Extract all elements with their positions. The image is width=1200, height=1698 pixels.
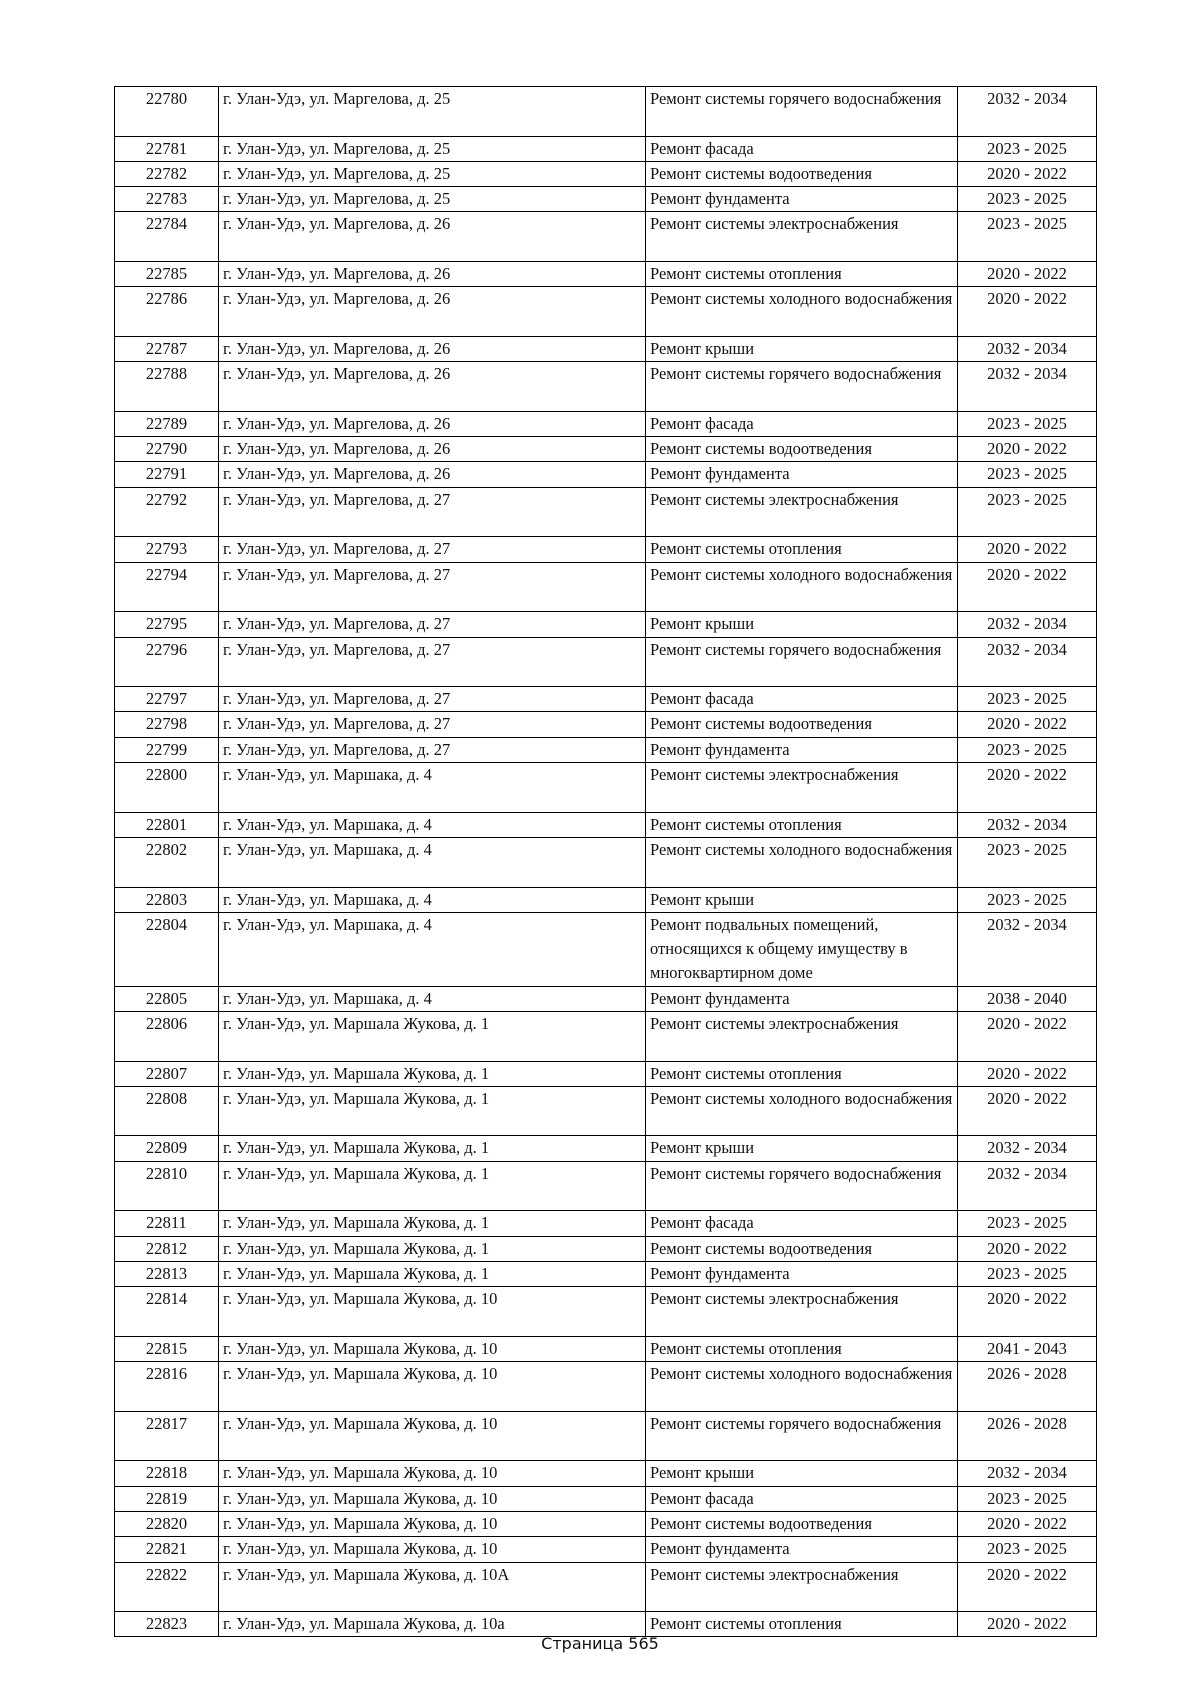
- table-row: [115, 1537, 1097, 1562]
- row-number-cell: 22800: [115, 763, 219, 813]
- table-row: [115, 1411, 1097, 1461]
- work-type-cell: Ремонт системы водоотведения: [646, 1236, 958, 1261]
- work-type-cell: Ремонт фундамента: [646, 187, 958, 212]
- work-type-cell: Ремонт системы холодного водоснабжения: [646, 562, 958, 612]
- period-cell: 2023 - 2025: [958, 1537, 1097, 1562]
- table-row: [115, 1211, 1097, 1236]
- period-cell: 2023 - 2025: [958, 187, 1097, 212]
- address-cell: г. Улан-Удэ, ул. Маргелова, д. 26: [219, 336, 646, 361]
- row-number-cell: 22789: [115, 411, 219, 436]
- work-type-cell: Ремонт системы отопления: [646, 812, 958, 837]
- work-type-cell: Ремонт фундамента: [646, 986, 958, 1011]
- address-cell: г. Улан-Удэ, ул. Маргелова, д. 26: [219, 437, 646, 462]
- row-number-cell: 22804: [115, 912, 219, 986]
- table-row: [115, 712, 1097, 737]
- address-cell: г. Улан-Удэ, ул. Маршала Жукова, д. 10: [219, 1362, 646, 1412]
- work-type-cell: Ремонт фасада: [646, 1211, 958, 1236]
- period-cell: 2023 - 2025: [958, 136, 1097, 161]
- row-number-cell: 22817: [115, 1411, 219, 1461]
- period-cell: 2023 - 2025: [958, 411, 1097, 436]
- work-type-cell: Ремонт фундамента: [646, 462, 958, 487]
- period-cell: 2023 - 2025: [958, 1486, 1097, 1511]
- work-type-cell: Ремонт системы отопления: [646, 537, 958, 562]
- table-row: [115, 336, 1097, 361]
- address-cell: г. Улан-Удэ, ул. Маршала Жукова, д. 1: [219, 1136, 646, 1161]
- address-cell: г. Улан-Удэ, ул. Маршала Жукова, д. 1: [219, 1161, 646, 1211]
- table-row: [115, 136, 1097, 161]
- work-type-cell: Ремонт системы отопления: [646, 262, 958, 287]
- row-number-cell: 22815: [115, 1336, 219, 1361]
- row-number-cell: 22797: [115, 687, 219, 712]
- work-type-cell: Ремонт системы горячего водоснабжения: [646, 87, 958, 137]
- row-number-cell: 22782: [115, 161, 219, 186]
- address-cell: г. Улан-Удэ, ул. Маргелова, д. 25: [219, 187, 646, 212]
- table-row: [115, 1061, 1097, 1086]
- period-cell: 2032 - 2034: [958, 912, 1097, 986]
- table-row: [115, 1287, 1097, 1337]
- page-number: Страница 565: [541, 1634, 659, 1653]
- work-type-cell: Ремонт системы горячего водоснабжения: [646, 1161, 958, 1211]
- table-row: [115, 637, 1097, 687]
- row-number-cell: 22803: [115, 887, 219, 912]
- work-type-cell: Ремонт крыши: [646, 612, 958, 637]
- row-number-cell: 22820: [115, 1511, 219, 1536]
- period-cell: 2023 - 2025: [958, 1261, 1097, 1286]
- table-row: [115, 1362, 1097, 1412]
- table-row: [115, 411, 1097, 436]
- row-number-cell: 22784: [115, 212, 219, 262]
- work-type-cell: Ремонт системы холодного водоснабжения: [646, 1362, 958, 1412]
- table-row: [115, 212, 1097, 262]
- table-row: [115, 161, 1097, 186]
- address-cell: г. Улан-Удэ, ул. Маршала Жукова, д. 1: [219, 1061, 646, 1086]
- work-type-cell: Ремонт фасада: [646, 136, 958, 161]
- period-cell: 2041 - 2043: [958, 1336, 1097, 1361]
- period-cell: 2023 - 2025: [958, 837, 1097, 887]
- work-type-cell: Ремонт системы отопления: [646, 1612, 958, 1637]
- work-type-cell: Ремонт системы отопления: [646, 1336, 958, 1361]
- address-cell: г. Улан-Удэ, ул. Маршака, д. 4: [219, 986, 646, 1011]
- period-cell: 2038 - 2040: [958, 986, 1097, 1011]
- address-cell: г. Улан-Удэ, ул. Маргелова, д. 27: [219, 537, 646, 562]
- address-cell: г. Улан-Удэ, ул. Маргелова, д. 26: [219, 212, 646, 262]
- table-row: [115, 562, 1097, 612]
- address-cell: г. Улан-Удэ, ул. Маргелова, д. 27: [219, 737, 646, 762]
- work-type-cell: Ремонт фундамента: [646, 1261, 958, 1286]
- period-cell: 2020 - 2022: [958, 1236, 1097, 1261]
- row-number-cell: 22786: [115, 287, 219, 337]
- row-number-cell: 22812: [115, 1236, 219, 1261]
- row-number-cell: 22806: [115, 1011, 219, 1061]
- table-row: [115, 87, 1097, 137]
- address-cell: г. Улан-Удэ, ул. Маршала Жукова, д. 10: [219, 1511, 646, 1536]
- row-number-cell: 22811: [115, 1211, 219, 1236]
- address-cell: г. Улан-Удэ, ул. Маргелова, д. 26: [219, 462, 646, 487]
- row-number-cell: 22813: [115, 1261, 219, 1286]
- period-cell: 2020 - 2022: [958, 1061, 1097, 1086]
- address-cell: г. Улан-Удэ, ул. Маршала Жукова, д. 10: [219, 1486, 646, 1511]
- period-cell: 2020 - 2022: [958, 287, 1097, 337]
- address-cell: г. Улан-Удэ, ул. Маршака, д. 4: [219, 812, 646, 837]
- row-number-cell: 22818: [115, 1461, 219, 1486]
- period-cell: 2023 - 2025: [958, 737, 1097, 762]
- work-type-cell: Ремонт системы водоотведения: [646, 1511, 958, 1536]
- address-cell: г. Улан-Удэ, ул. Маршала Жукова, д. 10а: [219, 1612, 646, 1637]
- row-number-cell: 22793: [115, 537, 219, 562]
- table-row: [115, 1236, 1097, 1261]
- work-type-cell: Ремонт системы электроснабжения: [646, 1562, 958, 1612]
- row-number-cell: 22781: [115, 136, 219, 161]
- work-type-cell: Ремонт системы холодного водоснабжения: [646, 287, 958, 337]
- table-row: [115, 287, 1097, 337]
- row-number-cell: 22819: [115, 1486, 219, 1511]
- table-row: [115, 1562, 1097, 1612]
- address-cell: г. Улан-Удэ, ул. Маршала Жукова, д. 10: [219, 1287, 646, 1337]
- period-cell: 2020 - 2022: [958, 1011, 1097, 1061]
- row-number-cell: 22810: [115, 1161, 219, 1211]
- address-cell: г. Улан-Удэ, ул. Маршала Жукова, д. 1: [219, 1011, 646, 1061]
- table-body: [115, 87, 1097, 1637]
- address-cell: г. Улан-Удэ, ул. Маршала Жукова, д. 10: [219, 1336, 646, 1361]
- work-type-cell: Ремонт системы водоотведения: [646, 712, 958, 737]
- address-cell: г. Улан-Удэ, ул. Маршака, д. 4: [219, 837, 646, 887]
- address-cell: г. Улан-Удэ, ул. Маргелова, д. 25: [219, 161, 646, 186]
- row-number-cell: 22823: [115, 1612, 219, 1637]
- work-type-cell: Ремонт системы горячего водоснабжения: [646, 362, 958, 412]
- row-number-cell: 22814: [115, 1287, 219, 1337]
- period-cell: 2020 - 2022: [958, 712, 1097, 737]
- table-row: [115, 1161, 1097, 1211]
- row-number-cell: 22795: [115, 612, 219, 637]
- row-number-cell: 22788: [115, 362, 219, 412]
- address-cell: г. Улан-Удэ, ул. Маршала Жукова, д. 10: [219, 1461, 646, 1486]
- row-number-cell: 22780: [115, 87, 219, 137]
- address-cell: г. Улан-Удэ, ул. Маршака, д. 4: [219, 763, 646, 813]
- table-row: [115, 462, 1097, 487]
- work-type-cell: Ремонт системы отопления: [646, 1061, 958, 1086]
- table-row: [115, 1511, 1097, 1536]
- row-number-cell: 22791: [115, 462, 219, 487]
- row-number-cell: 22821: [115, 1537, 219, 1562]
- address-cell: г. Улан-Удэ, ул. Маргелова, д. 25: [219, 87, 646, 137]
- work-type-cell: Ремонт системы горячего водоснабжения: [646, 1411, 958, 1461]
- work-type-cell: Ремонт фундамента: [646, 737, 958, 762]
- address-cell: г. Улан-Удэ, ул. Маргелова, д. 26: [219, 262, 646, 287]
- table-row: [115, 1011, 1097, 1061]
- table-row: [115, 1086, 1097, 1136]
- table-row: [115, 1136, 1097, 1161]
- row-number-cell: 22787: [115, 336, 219, 361]
- work-type-cell: Ремонт системы электроснабжения: [646, 1011, 958, 1061]
- row-number-cell: 22822: [115, 1562, 219, 1612]
- row-number-cell: 22799: [115, 737, 219, 762]
- table-row: [115, 912, 1097, 986]
- address-cell: г. Улан-Удэ, ул. Маргелова, д. 27: [219, 687, 646, 712]
- work-type-cell: Ремонт фундамента: [646, 1537, 958, 1562]
- work-type-cell: Ремонт крыши: [646, 1461, 958, 1486]
- row-number-cell: 22802: [115, 837, 219, 887]
- period-cell: 2020 - 2022: [958, 1086, 1097, 1136]
- address-cell: г. Улан-Удэ, ул. Маргелова, д. 27: [219, 637, 646, 687]
- table-row: [115, 763, 1097, 813]
- row-number-cell: 22805: [115, 986, 219, 1011]
- row-number-cell: 22801: [115, 812, 219, 837]
- period-cell: 2020 - 2022: [958, 161, 1097, 186]
- period-cell: 2020 - 2022: [958, 537, 1097, 562]
- work-type-cell: Ремонт системы горячего водоснабжения: [646, 637, 958, 687]
- period-cell: 2032 - 2034: [958, 362, 1097, 412]
- address-cell: г. Улан-Удэ, ул. Маршала Жукова, д. 10: [219, 1537, 646, 1562]
- address-cell: г. Улан-Удэ, ул. Маргелова, д. 27: [219, 562, 646, 612]
- address-cell: г. Улан-Удэ, ул. Маргелова, д. 27: [219, 487, 646, 537]
- work-type-cell: Ремонт фасада: [646, 411, 958, 436]
- address-cell: г. Улан-Удэ, ул. Маргелова, д. 26: [219, 362, 646, 412]
- table-row: [115, 687, 1097, 712]
- period-cell: 2032 - 2034: [958, 637, 1097, 687]
- work-type-cell: Ремонт системы электроснабжения: [646, 212, 958, 262]
- table-row: [115, 362, 1097, 412]
- period-cell: 2032 - 2034: [958, 87, 1097, 137]
- period-cell: 2032 - 2034: [958, 1136, 1097, 1161]
- period-cell: 2020 - 2022: [958, 1562, 1097, 1612]
- table-row: [115, 187, 1097, 212]
- row-number-cell: 22792: [115, 487, 219, 537]
- period-cell: 2023 - 2025: [958, 487, 1097, 537]
- address-cell: г. Улан-Удэ, ул. Маршала Жукова, д. 1: [219, 1211, 646, 1236]
- period-cell: 2023 - 2025: [958, 687, 1097, 712]
- period-cell: 2026 - 2028: [958, 1411, 1097, 1461]
- period-cell: 2023 - 2025: [958, 462, 1097, 487]
- work-type-cell: Ремонт фасада: [646, 687, 958, 712]
- period-cell: 2032 - 2034: [958, 1161, 1097, 1211]
- row-number-cell: 22783: [115, 187, 219, 212]
- period-cell: 2020 - 2022: [958, 1612, 1097, 1637]
- table-row: [115, 887, 1097, 912]
- address-cell: г. Улан-Удэ, ул. Маршала Жукова, д. 10А: [219, 1562, 646, 1612]
- period-cell: 2023 - 2025: [958, 887, 1097, 912]
- address-cell: г. Улан-Удэ, ул. Маргелова, д. 26: [219, 287, 646, 337]
- row-number-cell: 22790: [115, 437, 219, 462]
- period-cell: 2020 - 2022: [958, 1511, 1097, 1536]
- table-row: [115, 537, 1097, 562]
- address-cell: г. Улан-Удэ, ул. Маргелова, д. 27: [219, 612, 646, 637]
- work-type-cell: Ремонт системы электроснабжения: [646, 1287, 958, 1337]
- table-row: [115, 1461, 1097, 1486]
- row-number-cell: 22796: [115, 637, 219, 687]
- row-number-cell: 22808: [115, 1086, 219, 1136]
- work-type-cell: Ремонт системы холодного водоснабжения: [646, 1086, 958, 1136]
- table-row: [115, 837, 1097, 887]
- table-row: [115, 262, 1097, 287]
- address-cell: г. Улан-Удэ, ул. Маршака, д. 4: [219, 912, 646, 986]
- row-number-cell: 22785: [115, 262, 219, 287]
- row-number-cell: 22798: [115, 712, 219, 737]
- work-type-cell: Ремонт системы водоотведения: [646, 161, 958, 186]
- period-cell: 2023 - 2025: [958, 1211, 1097, 1236]
- period-cell: 2020 - 2022: [958, 562, 1097, 612]
- row-number-cell: 22809: [115, 1136, 219, 1161]
- table-row: [115, 1486, 1097, 1511]
- period-cell: 2020 - 2022: [958, 1287, 1097, 1337]
- work-type-cell: Ремонт крыши: [646, 336, 958, 361]
- row-number-cell: 22816: [115, 1362, 219, 1412]
- period-cell: 2020 - 2022: [958, 763, 1097, 813]
- period-cell: 2023 - 2025: [958, 212, 1097, 262]
- work-type-cell: Ремонт подвальных помещений, относящихся к общему имуществу в многоквартирном доме: [646, 912, 958, 986]
- work-type-cell: Ремонт системы водоотведения: [646, 437, 958, 462]
- address-cell: г. Улан-Удэ, ул. Маршака, д. 4: [219, 887, 646, 912]
- period-cell: 2032 - 2034: [958, 336, 1097, 361]
- table-row: [115, 812, 1097, 837]
- period-cell: 2026 - 2028: [958, 1362, 1097, 1412]
- period-cell: 2032 - 2034: [958, 1461, 1097, 1486]
- work-type-cell: Ремонт системы электроснабжения: [646, 487, 958, 537]
- work-type-cell: Ремонт системы электроснабжения: [646, 763, 958, 813]
- period-cell: 2020 - 2022: [958, 437, 1097, 462]
- row-number-cell: 22807: [115, 1061, 219, 1086]
- table-row: [115, 1261, 1097, 1286]
- address-cell: г. Улан-Удэ, ул. Маршала Жукова, д. 1: [219, 1236, 646, 1261]
- address-cell: г. Улан-Удэ, ул. Маршала Жукова, д. 10: [219, 1411, 646, 1461]
- work-type-cell: Ремонт фасада: [646, 1486, 958, 1511]
- table-row: [115, 487, 1097, 537]
- address-cell: г. Улан-Удэ, ул. Маргелова, д. 25: [219, 136, 646, 161]
- period-cell: 2032 - 2034: [958, 812, 1097, 837]
- table-row: [115, 612, 1097, 637]
- address-cell: г. Улан-Удэ, ул. Маргелова, д. 27: [219, 712, 646, 737]
- table-row: [115, 737, 1097, 762]
- row-number-cell: 22794: [115, 562, 219, 612]
- repair-schedule-table: [114, 86, 1097, 1637]
- table-row: [115, 1336, 1097, 1361]
- address-cell: г. Улан-Удэ, ул. Маршала Жукова, д. 1: [219, 1086, 646, 1136]
- table-row: [115, 986, 1097, 1011]
- address-cell: г. Улан-Удэ, ул. Маршала Жукова, д. 1: [219, 1261, 646, 1286]
- table-row: [115, 437, 1097, 462]
- period-cell: 2032 - 2034: [958, 612, 1097, 637]
- work-type-cell: Ремонт крыши: [646, 1136, 958, 1161]
- work-type-cell: Ремонт крыши: [646, 887, 958, 912]
- period-cell: 2020 - 2022: [958, 262, 1097, 287]
- address-cell: г. Улан-Удэ, ул. Маргелова, д. 26: [219, 411, 646, 436]
- work-type-cell: Ремонт системы холодного водоснабжения: [646, 837, 958, 887]
